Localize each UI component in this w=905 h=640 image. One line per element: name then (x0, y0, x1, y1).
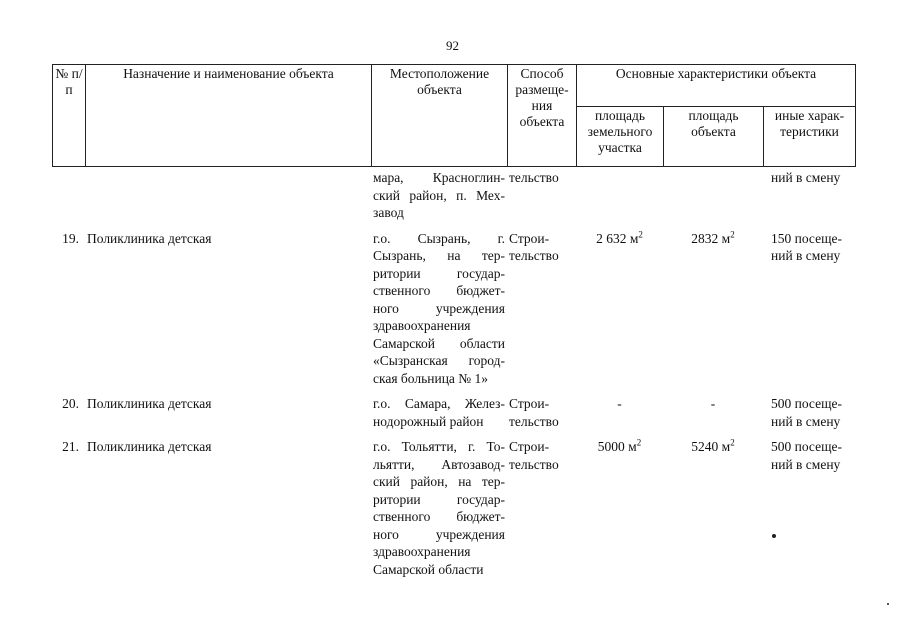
row-object-name: Поликлиника детская (87, 230, 212, 246)
row-land-area (576, 169, 663, 222)
row-number: 20. (62, 396, 79, 411)
row-other-characteristics: 500 посеще-ний в смену (771, 396, 842, 429)
row-other-characteristics: ний в смену (771, 170, 841, 185)
row-location: г.о. Сызрань, г. Сызрань, на тер-ритории государ-ственного бюджет-ного учреждения здравоохранения Самарской области «Сызранская город-ская больница № 1» (373, 230, 505, 386)
row-object-name: Поликлиника детская (87, 439, 212, 454)
header-num: № п/п (53, 65, 86, 167)
row-number (52, 169, 85, 222)
table-row (52, 230, 855, 388)
table-row (52, 438, 855, 578)
row-object-area: 2832 $м^2$ (691, 229, 735, 246)
header-name: Назначение и наименование объекта (86, 65, 372, 167)
page-number: 92 (446, 38, 459, 53)
table-row (52, 395, 855, 430)
row-method: тельство (509, 170, 559, 185)
row-other-characteristics: 150 посеще-ний в смену (771, 230, 842, 263)
header-method: Способ размеще-ния объекта (508, 65, 577, 167)
scan-mark (772, 534, 776, 538)
row-land-area: - (617, 396, 622, 411)
header-main-characteristics: Основные характеристики объекта (577, 65, 856, 107)
row-location: г.о. Самара, Желез-нодорожный район (373, 396, 505, 429)
header-object-area: площадь объекта (664, 107, 764, 167)
row-object-area: - (710, 396, 716, 411)
row-method: Строи-тельство (509, 396, 559, 429)
row-object-area (663, 169, 763, 222)
row-other-characteristics: 500 посеще-ний в смену (771, 439, 842, 472)
header-land-area: площадь земельного участка (577, 107, 664, 167)
row-method: Строи-тельство (509, 230, 559, 263)
row-number: 21. (62, 439, 79, 454)
header-other-characteristics: иные харак-теристики (764, 107, 856, 167)
row-land-area: 2 632 $м^2$ (596, 229, 643, 246)
row-location: г.о. Тольятти, г. То-льятти, Автозавод-ский район, на тер-ритории государ-ственного бюджет-ного учреждения здравоохранения Самарской области (373, 439, 505, 577)
table-header (52, 64, 856, 167)
row-method: Строи-тельство (509, 439, 559, 472)
scan-mark (887, 603, 889, 605)
row-location: мара, Красноглин-ский район, п. Мех-завод (373, 170, 505, 220)
row-object-name (85, 169, 371, 222)
row-object-name: Поликлиника детская (87, 396, 212, 411)
row-land-area: 5000 $м^2$ (597, 437, 642, 454)
header-location: Местоположение объекта (372, 65, 508, 167)
row-object-area: 5240 $м^2$ (691, 437, 735, 454)
table-row (52, 169, 855, 222)
row-number: 19. (62, 230, 79, 246)
table-body (52, 169, 855, 578)
